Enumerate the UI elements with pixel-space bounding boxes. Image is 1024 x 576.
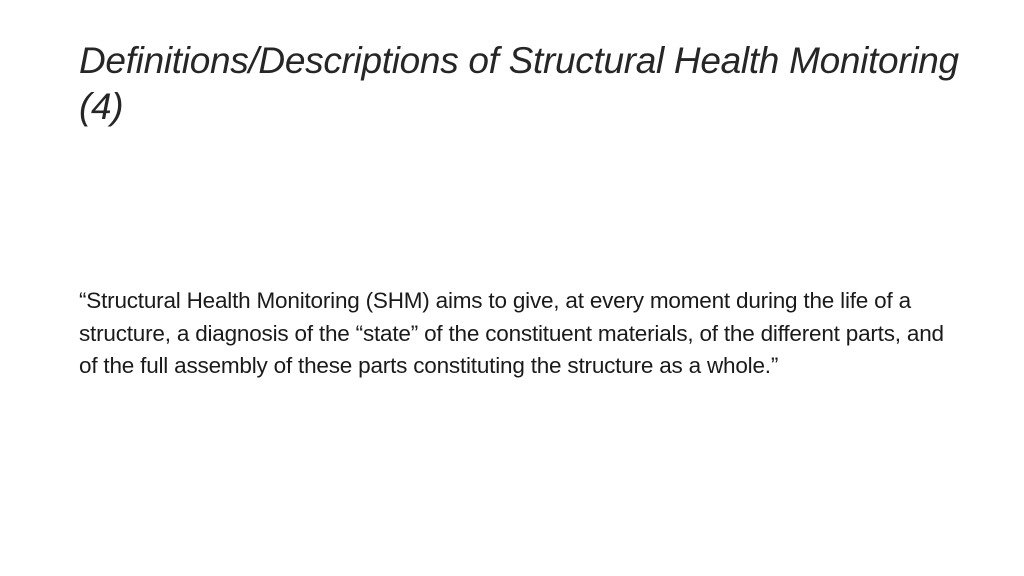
- slide-title: Definitions/Descriptions of Structural Health Monitoring (4): [79, 40, 959, 127]
- slide-body-quote: “Structural Health Monitoring (SHM) aims to give, at every moment during the life of a structure, a diagnosis of the “state” of the constituent materials, of the different parts, and of the full assembly of these parts constituting the structure as a whole.”: [79, 288, 944, 378]
